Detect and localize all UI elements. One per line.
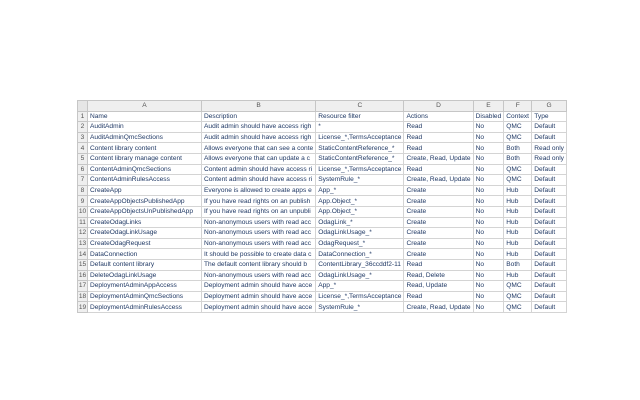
table-row	[78, 228, 567, 239]
column-header-g[interactable]: G	[532, 101, 567, 112]
cell-f[interactable]: Hub	[504, 185, 532, 196]
cell-a[interactable]: ContentAdminQmcSections	[88, 164, 202, 175]
table-row	[78, 185, 567, 196]
cell-d[interactable]: Read, Delete	[404, 270, 473, 281]
cell-g[interactable]: Default	[532, 164, 567, 175]
column-header-d[interactable]: D	[404, 101, 473, 112]
table-row	[78, 196, 567, 207]
cell-a[interactable]: DeleteOdagLinkUsage	[88, 270, 202, 281]
cell-d[interactable]: Create, Read, Update	[404, 175, 473, 186]
select-all-corner[interactable]	[78, 101, 88, 112]
cell-f[interactable]: Both	[504, 259, 532, 270]
table-row	[78, 249, 567, 260]
cell-g[interactable]: Default	[532, 238, 567, 249]
cell-e[interactable]: No	[473, 249, 504, 260]
cell-c[interactable]: DataConnection_*	[316, 249, 404, 260]
cell-e[interactable]: No	[473, 164, 504, 175]
cell-f[interactable]: Hub	[504, 270, 532, 281]
row-header[interactable]: 15	[78, 261, 87, 269]
cell-c[interactable]: App_*	[316, 185, 404, 196]
cell-e[interactable]: No	[473, 175, 504, 186]
row-header[interactable]: 6	[78, 164, 88, 175]
table-row	[78, 143, 567, 154]
cell-e[interactable]: No	[473, 196, 504, 207]
table-row	[78, 217, 567, 228]
cell-e[interactable]: No	[473, 143, 504, 154]
row-header[interactable]: 4	[78, 143, 88, 154]
cell-b[interactable]: Non-anonymous users with read acc	[202, 270, 316, 281]
cell-d[interactable]: Read, Update	[404, 281, 473, 292]
cell-e[interactable]: No	[473, 291, 504, 302]
row-header[interactable]: 2	[78, 122, 88, 133]
cell-b[interactable]: Description	[202, 111, 316, 122]
row-header[interactable]: 12	[78, 229, 87, 237]
cell-f[interactable]: Hub	[504, 249, 532, 260]
cell-g[interactable]: Read only	[532, 153, 567, 164]
cell-f[interactable]: QMC	[504, 122, 532, 133]
table-row	[78, 206, 567, 217]
cell-d[interactable]: Create	[404, 238, 473, 249]
cell-g[interactable]: Default	[532, 270, 567, 281]
cell-a[interactable]: CreateAppObjectsPublishedApp	[88, 196, 202, 207]
cell-b[interactable]: Deployment admin should have acce	[202, 302, 316, 313]
cell-d[interactable]: Create	[404, 185, 473, 196]
column-header-e[interactable]: E	[473, 101, 504, 112]
cell-c[interactable]: License_*,TermsAcceptance	[316, 164, 404, 175]
cell-c[interactable]: OdagLinkUsage_*	[316, 270, 404, 281]
cell-e[interactable]: No	[473, 132, 504, 143]
column-header-a[interactable]: A	[88, 101, 202, 112]
cell-d[interactable]: Create	[404, 196, 473, 207]
cell-b[interactable]: Content admin should have access ri	[202, 164, 316, 175]
cell-d[interactable]: Read	[404, 164, 473, 175]
cell-a[interactable]: CreateOdagRequest	[88, 238, 202, 249]
cell-g[interactable]: Default	[532, 302, 567, 313]
cell-e[interactable]: No	[473, 153, 504, 164]
cell-a[interactable]: ContentAdminRulesAccess	[88, 175, 202, 186]
cell-d[interactable]: Create, Read, Update	[404, 153, 473, 164]
cell-f[interactable]: QMC	[504, 164, 532, 175]
cell-a[interactable]: AuditAdminQmcSections	[88, 132, 202, 143]
row-header[interactable]: 18	[78, 292, 87, 300]
cell-e[interactable]: Disabled	[473, 111, 504, 122]
cell-g[interactable]: Default	[532, 259, 567, 270]
cell-e[interactable]: No	[473, 185, 504, 196]
cell-d[interactable]: Create	[404, 206, 473, 217]
cell-g[interactable]: Default	[532, 281, 567, 292]
column-header-c[interactable]: C	[316, 101, 404, 112]
column-header-b[interactable]: B	[202, 101, 316, 112]
cell-g[interactable]: Type	[532, 111, 567, 122]
row-header[interactable]: 16	[78, 271, 87, 279]
cell-b[interactable]: The default content library should b	[202, 259, 316, 270]
cell-b[interactable]: Everyone is allowed to create apps e	[202, 185, 316, 196]
row-header[interactable]: 10	[78, 208, 87, 216]
cell-c[interactable]: License_*,TermsAcceptance	[316, 291, 404, 302]
cell-c[interactable]: SystemRule_*	[316, 175, 404, 186]
table-row	[78, 132, 567, 143]
cell-f[interactable]: QMC	[504, 175, 532, 186]
row-header[interactable]: 11	[79, 218, 86, 226]
cell-b[interactable]: Deployment admin should have acce	[202, 291, 316, 302]
cell-d[interactable]: Read	[404, 122, 473, 133]
row-header[interactable]: 17	[78, 282, 87, 290]
table-row	[78, 302, 567, 313]
cell-f[interactable]: Hub	[504, 206, 532, 217]
cell-b[interactable]: Audit admin should have access righ	[202, 132, 316, 143]
row-header[interactable]: 8	[78, 185, 88, 196]
cell-g[interactable]: Default	[532, 217, 567, 228]
table-row	[78, 281, 567, 292]
table-row	[78, 270, 567, 281]
cell-a[interactable]: Content library manage content	[88, 153, 202, 164]
cell-g[interactable]: Default	[532, 132, 567, 143]
cell-g[interactable]: Default	[532, 206, 567, 217]
cell-f[interactable]: Both	[504, 153, 532, 164]
cell-e[interactable]: No	[473, 238, 504, 249]
cell-f[interactable]: QMC	[504, 132, 532, 143]
cell-a[interactable]: DeploymentAdminAppAccess	[88, 281, 202, 292]
cell-a[interactable]: Content library content	[88, 143, 202, 154]
cell-f[interactable]: Hub	[504, 228, 532, 239]
cell-c[interactable]: *	[316, 122, 404, 133]
cell-a[interactable]: CreateOdagLinks	[88, 217, 202, 228]
cell-e[interactable]: No	[473, 302, 504, 313]
cell-f[interactable]: QMC	[504, 291, 532, 302]
cell-c[interactable]: OdagRequest_*	[316, 238, 404, 249]
cell-g[interactable]: Default	[532, 228, 567, 239]
cell-g[interactable]: Default	[532, 249, 567, 260]
cell-f[interactable]: Hub	[504, 238, 532, 249]
cell-b[interactable]: Non-anonymous users with read acc	[202, 217, 316, 228]
column-header-row	[78, 101, 567, 112]
cell-c[interactable]: OdagLinkUsage_*	[316, 228, 404, 239]
cell-b[interactable]: Deployment admin should have acce	[202, 281, 316, 292]
cell-e[interactable]: No	[473, 228, 504, 239]
cell-d[interactable]: Create	[404, 249, 473, 260]
cell-c[interactable]: SystemRule_*	[316, 302, 404, 313]
row-header[interactable]: 14	[78, 250, 87, 258]
cell-b[interactable]: Allows everyone that can see a conte	[202, 143, 316, 154]
cell-a[interactable]: CreateOdagLinkUsage	[88, 228, 202, 239]
cell-g[interactable]: Read only	[532, 143, 567, 154]
cell-g[interactable]: Default	[532, 175, 567, 186]
cell-e[interactable]: No	[473, 281, 504, 292]
cell-d[interactable]: Create	[404, 228, 473, 239]
cell-c[interactable]: StaticContentReference_*	[316, 143, 404, 154]
cell-g[interactable]: Default	[532, 122, 567, 133]
column-header-f[interactable]: F	[504, 101, 532, 112]
cell-d[interactable]: Create, Read, Update	[404, 302, 473, 313]
cell-f[interactable]: Hub	[504, 217, 532, 228]
cell-f[interactable]: Hub	[504, 196, 532, 207]
cell-d[interactable]: Read	[404, 291, 473, 302]
row-header[interactable]: 3	[78, 132, 88, 143]
cell-a[interactable]: Default content library	[88, 259, 202, 270]
row-header[interactable]: 13	[78, 240, 87, 248]
cell-e[interactable]: No	[473, 259, 504, 270]
cell-f[interactable]: QMC	[504, 302, 532, 313]
cell-c[interactable]: Resource filter	[316, 111, 404, 122]
cell-d[interactable]: Read	[404, 259, 473, 270]
table-row	[78, 153, 567, 164]
cell-d[interactable]: Read	[404, 143, 473, 154]
cell-a[interactable]: Name	[88, 111, 202, 122]
cell-c[interactable]: OdagLink_*	[316, 217, 404, 228]
cell-f[interactable]: Context	[504, 111, 532, 122]
cell-a[interactable]: CreateApp	[88, 185, 202, 196]
cell-d[interactable]: Create	[404, 217, 473, 228]
cell-e[interactable]: No	[473, 122, 504, 133]
table-row	[78, 164, 567, 175]
cell-e[interactable]: No	[473, 270, 504, 281]
cell-a[interactable]: DeploymentAdminRulesAccess	[88, 302, 202, 313]
cell-c[interactable]: License_*,TermsAcceptance	[316, 132, 404, 143]
cell-c[interactable]: App_*	[316, 281, 404, 292]
cell-b[interactable]: Audit admin should have access righ	[202, 122, 316, 133]
cell-f[interactable]: Both	[504, 143, 532, 154]
cell-a[interactable]: AuditAdmin	[88, 122, 202, 133]
table-row	[78, 259, 567, 270]
cell-b[interactable]: Content admin should have access ri	[202, 175, 316, 186]
cell-c[interactable]: App.Object_*	[316, 196, 404, 207]
cell-b[interactable]: Allows everyone that can update a c	[202, 153, 316, 164]
table-row	[78, 291, 567, 302]
cell-b[interactable]: Non-anonymous users with read acc	[202, 238, 316, 249]
cell-e[interactable]: No	[473, 217, 504, 228]
cell-a[interactable]: CreateAppObjectsUnPublishedApp	[88, 206, 202, 217]
cell-d[interactable]: Actions	[404, 111, 473, 122]
row-header[interactable]: 19	[78, 303, 87, 311]
cell-g[interactable]: Default	[532, 185, 567, 196]
spreadsheet-grid	[77, 100, 567, 313]
cell-b[interactable]: If you have read rights on an publish	[202, 196, 316, 207]
cell-c[interactable]: StaticContentReference_*	[316, 153, 404, 164]
cell-g[interactable]: Default	[532, 196, 567, 207]
table-row	[78, 122, 567, 133]
table-row	[78, 175, 567, 186]
row-header[interactable]: 9	[78, 196, 88, 207]
cell-c[interactable]: ContentLibrary_36ccddf2-11	[316, 259, 404, 270]
table-row	[78, 238, 567, 249]
cell-c[interactable]: App.Object_*	[316, 206, 404, 217]
cell-e[interactable]: No	[473, 206, 504, 217]
row-header[interactable]: 5	[78, 153, 88, 164]
row-header[interactable]: 7	[78, 175, 88, 186]
cell-b[interactable]: It should be possible to create data c	[202, 249, 316, 260]
cell-d[interactable]: Read	[404, 132, 473, 143]
row-header[interactable]: 1	[78, 111, 88, 122]
cell-a[interactable]: DeploymentAdminQmcSections	[88, 291, 202, 302]
header-data-row	[78, 111, 567, 122]
sheet-body	[78, 111, 567, 312]
cell-f[interactable]: QMC	[504, 281, 532, 292]
cell-g[interactable]: Default	[532, 291, 567, 302]
cell-b[interactable]: If you have read rights on an unpubli	[202, 206, 316, 217]
cell-a[interactable]: DataConnection	[88, 249, 202, 260]
cell-b[interactable]: Non-anonymous users with read acc	[202, 228, 316, 239]
